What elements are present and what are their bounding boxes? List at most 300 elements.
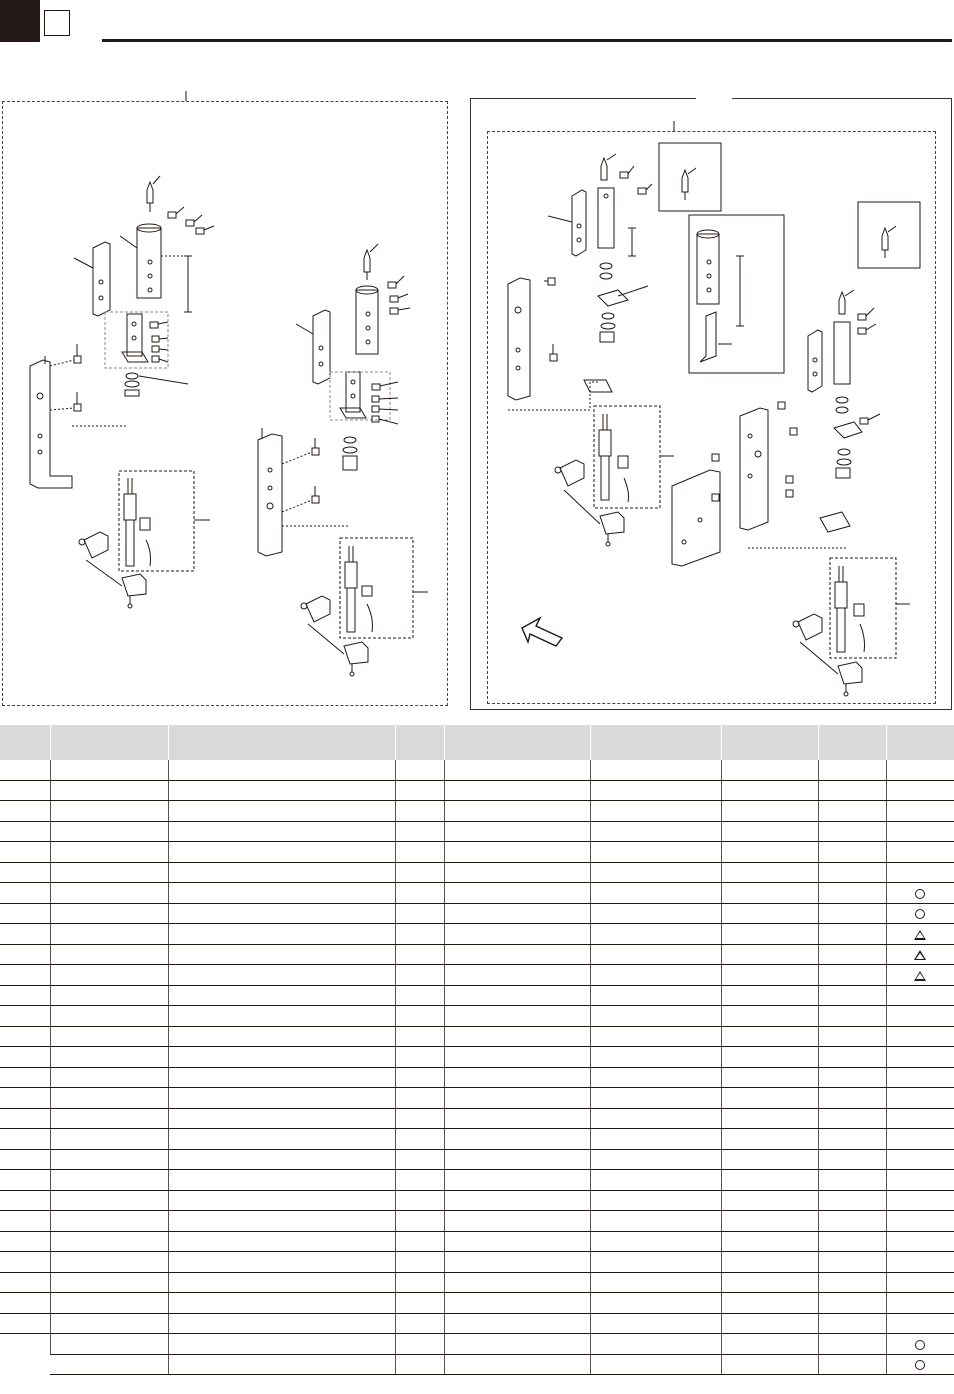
table-cell bbox=[168, 1190, 395, 1211]
triangle-mark-icon bbox=[914, 950, 926, 960]
table-cell bbox=[721, 883, 818, 904]
table-cell bbox=[886, 842, 954, 863]
table-cell bbox=[168, 1149, 395, 1170]
table-cell bbox=[886, 1170, 954, 1191]
table-cell bbox=[168, 1129, 395, 1150]
table-cell bbox=[50, 780, 168, 801]
table-cell bbox=[590, 944, 721, 965]
table-cell bbox=[395, 1006, 444, 1027]
table-cell bbox=[395, 1293, 444, 1314]
table-cell bbox=[50, 1088, 168, 1109]
table-cell bbox=[444, 1026, 590, 1047]
table-cell bbox=[590, 801, 721, 822]
table-cell bbox=[818, 903, 886, 924]
table-cell bbox=[168, 965, 395, 986]
table-cell bbox=[444, 1149, 590, 1170]
table-row bbox=[0, 1211, 954, 1232]
table-cell bbox=[168, 1252, 395, 1273]
table-cell bbox=[444, 924, 590, 945]
table-cell bbox=[444, 985, 590, 1006]
table-cell bbox=[50, 1108, 168, 1129]
table-cell bbox=[886, 1088, 954, 1109]
table-cell bbox=[168, 1272, 395, 1293]
table-row bbox=[0, 1354, 954, 1375]
table-row bbox=[0, 883, 954, 904]
table-cell bbox=[721, 1129, 818, 1150]
table-cell bbox=[0, 801, 50, 822]
table-row bbox=[0, 821, 954, 842]
table-cell bbox=[818, 1047, 886, 1068]
table-cell bbox=[50, 965, 168, 986]
table-cell bbox=[444, 1129, 590, 1150]
table-cell bbox=[0, 1293, 50, 1314]
table-cell bbox=[818, 1354, 886, 1375]
table-cell bbox=[0, 1149, 50, 1170]
table-cell bbox=[721, 862, 818, 883]
col-header-4 bbox=[395, 725, 444, 760]
table-cell bbox=[818, 883, 886, 904]
table-cell bbox=[395, 883, 444, 904]
table-cell bbox=[886, 965, 954, 986]
table-cell bbox=[444, 903, 590, 924]
table-cell bbox=[168, 1108, 395, 1129]
table-row bbox=[0, 903, 954, 924]
col-header-1 bbox=[0, 725, 50, 760]
table-cell bbox=[590, 1272, 721, 1293]
table-cell bbox=[395, 1313, 444, 1334]
table-cell bbox=[886, 1190, 954, 1211]
table-row bbox=[0, 1047, 954, 1068]
table-row bbox=[0, 1190, 954, 1211]
table-cell bbox=[0, 760, 50, 780]
table-cell bbox=[818, 801, 886, 822]
table-cell bbox=[818, 1293, 886, 1314]
col-header-9 bbox=[886, 725, 954, 760]
table-cell bbox=[721, 821, 818, 842]
table-row bbox=[0, 1149, 954, 1170]
table-cell bbox=[0, 1170, 50, 1191]
table-cell bbox=[886, 1047, 954, 1068]
table-row bbox=[0, 1170, 954, 1191]
table-cell bbox=[590, 1108, 721, 1129]
table-cell bbox=[818, 821, 886, 842]
table-cell bbox=[721, 903, 818, 924]
table-cell bbox=[886, 883, 954, 904]
table-cell bbox=[50, 1129, 168, 1150]
table-cell bbox=[818, 924, 886, 945]
table-cell bbox=[444, 1334, 590, 1355]
table-cell bbox=[818, 842, 886, 863]
table-cell bbox=[444, 1067, 590, 1088]
table-cell bbox=[395, 1149, 444, 1170]
table-cell bbox=[0, 1211, 50, 1232]
table-cell bbox=[395, 944, 444, 965]
table-cell bbox=[721, 1211, 818, 1232]
table-cell bbox=[395, 1252, 444, 1273]
table-cell bbox=[0, 1067, 50, 1088]
table-cell bbox=[590, 1313, 721, 1334]
table-cell bbox=[50, 1170, 168, 1191]
table-cell bbox=[886, 1313, 954, 1334]
table-cell bbox=[50, 1026, 168, 1047]
table-cell bbox=[395, 1190, 444, 1211]
table-cell bbox=[0, 1272, 50, 1293]
table-cell bbox=[444, 1293, 590, 1314]
table-cell bbox=[818, 1211, 886, 1232]
table-cell bbox=[886, 1252, 954, 1273]
left-cylinder-bracket-b bbox=[258, 244, 428, 676]
table-cell bbox=[50, 1334, 168, 1355]
table-cell bbox=[721, 1313, 818, 1334]
table-cell bbox=[886, 944, 954, 965]
table-cell bbox=[590, 1211, 721, 1232]
table-cell bbox=[0, 1129, 50, 1150]
table-cell bbox=[590, 1026, 721, 1047]
table-cell bbox=[0, 944, 50, 965]
table-cell bbox=[50, 1252, 168, 1273]
table-cell bbox=[818, 1067, 886, 1088]
table-cell bbox=[50, 842, 168, 863]
table-cell bbox=[721, 1149, 818, 1170]
table-cell bbox=[590, 1006, 721, 1027]
table-cell bbox=[721, 1170, 818, 1191]
table-cell bbox=[444, 1170, 590, 1191]
table-cell bbox=[590, 1354, 721, 1375]
table-cell bbox=[168, 821, 395, 842]
table-cell bbox=[50, 862, 168, 883]
table-cell bbox=[0, 1313, 50, 1334]
table-cell bbox=[721, 1334, 818, 1355]
table-row bbox=[0, 1231, 954, 1252]
circle-mark-icon bbox=[915, 1340, 925, 1350]
table-row bbox=[0, 1272, 954, 1293]
table-cell bbox=[818, 1088, 886, 1109]
table-cell bbox=[590, 1149, 721, 1170]
table-cell bbox=[721, 1067, 818, 1088]
table-cell bbox=[886, 1129, 954, 1150]
table-row bbox=[0, 1088, 954, 1109]
table-cell bbox=[721, 801, 818, 822]
table-cell bbox=[444, 883, 590, 904]
table-cell bbox=[818, 1272, 886, 1293]
table-cell bbox=[818, 1334, 886, 1355]
table-cell bbox=[886, 1354, 954, 1375]
table-cell bbox=[590, 1231, 721, 1252]
table-cell bbox=[886, 760, 954, 780]
table-cell bbox=[444, 760, 590, 780]
col-header-3 bbox=[168, 725, 395, 760]
table-cell bbox=[886, 821, 954, 842]
table-cell bbox=[50, 985, 168, 1006]
table-cell bbox=[0, 1006, 50, 1027]
table-cell bbox=[444, 944, 590, 965]
table-cell bbox=[395, 1334, 444, 1355]
table-cell bbox=[590, 1047, 721, 1068]
table-cell bbox=[395, 1108, 444, 1129]
table-cell bbox=[444, 1313, 590, 1334]
table-cell bbox=[395, 1047, 444, 1068]
table-cell bbox=[168, 1170, 395, 1191]
table-cell bbox=[818, 1129, 886, 1150]
table-row bbox=[0, 924, 954, 945]
table-cell bbox=[818, 862, 886, 883]
table-row bbox=[0, 1026, 954, 1047]
table-cell bbox=[50, 801, 168, 822]
table-cell bbox=[444, 1231, 590, 1252]
table-cell bbox=[721, 1231, 818, 1252]
table-cell bbox=[50, 903, 168, 924]
table-cell bbox=[886, 780, 954, 801]
table-cell bbox=[590, 1170, 721, 1191]
table-cell bbox=[395, 1129, 444, 1150]
table-cell bbox=[721, 1006, 818, 1027]
table-row bbox=[0, 842, 954, 863]
table-row bbox=[0, 985, 954, 1006]
circle-mark-icon bbox=[915, 889, 925, 899]
table-cell bbox=[444, 1088, 590, 1109]
table-cell bbox=[590, 903, 721, 924]
table-cell bbox=[444, 801, 590, 822]
table-row bbox=[0, 1252, 954, 1273]
table-cell bbox=[886, 1149, 954, 1170]
col-header-7 bbox=[721, 725, 818, 760]
table-cell bbox=[395, 1231, 444, 1252]
table-cell bbox=[721, 780, 818, 801]
table-cell bbox=[886, 1272, 954, 1293]
table-row bbox=[0, 965, 954, 986]
table-cell bbox=[886, 1026, 954, 1047]
table-cell bbox=[168, 801, 395, 822]
table-cell bbox=[444, 1272, 590, 1293]
table-cell bbox=[168, 1313, 395, 1334]
table-cell bbox=[818, 760, 886, 780]
table-cell bbox=[168, 1334, 395, 1355]
table-cell bbox=[395, 801, 444, 822]
table-cell bbox=[395, 780, 444, 801]
table-cell bbox=[168, 1026, 395, 1047]
table-cell bbox=[590, 1129, 721, 1150]
table-cell bbox=[0, 821, 50, 842]
table-cell bbox=[168, 883, 395, 904]
table-cell bbox=[444, 821, 590, 842]
table-cell bbox=[50, 1231, 168, 1252]
table-cell bbox=[0, 842, 50, 863]
table-cell bbox=[395, 1026, 444, 1047]
table-cell bbox=[818, 1231, 886, 1252]
table-cell bbox=[590, 1293, 721, 1314]
table-cell bbox=[886, 985, 954, 1006]
table-cell bbox=[590, 1190, 721, 1211]
table-cell bbox=[818, 1313, 886, 1334]
table-cell bbox=[444, 780, 590, 801]
table-cell bbox=[168, 842, 395, 863]
table-cell bbox=[168, 985, 395, 1006]
table-cell bbox=[395, 1211, 444, 1232]
triangle-mark-icon bbox=[914, 930, 926, 940]
table-cell bbox=[50, 1293, 168, 1314]
table-cell bbox=[395, 1088, 444, 1109]
table-cell bbox=[395, 1272, 444, 1293]
parts-list-table bbox=[0, 725, 954, 1375]
table-row bbox=[0, 862, 954, 883]
table-cell bbox=[721, 1272, 818, 1293]
table-cell bbox=[590, 1067, 721, 1088]
table-cell bbox=[0, 924, 50, 945]
table-cell bbox=[721, 1293, 818, 1314]
table-cell bbox=[50, 1047, 168, 1068]
table-row bbox=[0, 944, 954, 965]
table-cell bbox=[168, 1006, 395, 1027]
table-cell bbox=[0, 1108, 50, 1129]
table-cell bbox=[721, 1354, 818, 1375]
table-cell bbox=[818, 944, 886, 965]
table-cell bbox=[818, 1170, 886, 1191]
table-cell bbox=[0, 1190, 50, 1211]
table-cell bbox=[0, 1088, 50, 1109]
table-cell bbox=[590, 1334, 721, 1355]
table-row bbox=[0, 1313, 954, 1334]
circle-mark-icon bbox=[915, 909, 925, 919]
table-cell bbox=[168, 1088, 395, 1109]
table-cell bbox=[444, 842, 590, 863]
table-cell bbox=[0, 903, 50, 924]
table-cell bbox=[721, 965, 818, 986]
table-cell bbox=[444, 965, 590, 986]
table-cell bbox=[886, 1211, 954, 1232]
table-cell bbox=[395, 985, 444, 1006]
table-cell bbox=[50, 1067, 168, 1088]
table-cell bbox=[721, 1088, 818, 1109]
table-cell bbox=[818, 1149, 886, 1170]
table-cell bbox=[590, 760, 721, 780]
table-cell bbox=[721, 842, 818, 863]
table-cell bbox=[886, 1067, 954, 1088]
table-cell bbox=[0, 965, 50, 986]
table-cell bbox=[444, 1047, 590, 1068]
table-cell bbox=[395, 1354, 444, 1375]
table-cell bbox=[50, 821, 168, 842]
table-cell bbox=[818, 1190, 886, 1211]
table-cell bbox=[0, 985, 50, 1006]
table-cell bbox=[0, 1334, 50, 1375]
table-cell bbox=[721, 924, 818, 945]
table-cell bbox=[168, 780, 395, 801]
table-row bbox=[0, 1293, 954, 1314]
table-cell bbox=[818, 780, 886, 801]
table-row bbox=[0, 1108, 954, 1129]
table-row bbox=[0, 780, 954, 801]
table-row bbox=[0, 801, 954, 822]
table-cell bbox=[50, 1149, 168, 1170]
table-cell bbox=[50, 1006, 168, 1027]
table-cell bbox=[0, 780, 50, 801]
table-cell bbox=[168, 1211, 395, 1232]
right-cylinder-bracket bbox=[508, 143, 920, 696]
table-cell bbox=[444, 1211, 590, 1232]
table-cell bbox=[50, 883, 168, 904]
table-cell bbox=[721, 1026, 818, 1047]
table-cell bbox=[818, 1252, 886, 1273]
table-cell bbox=[886, 862, 954, 883]
table-cell bbox=[0, 883, 50, 904]
table-cell bbox=[590, 862, 721, 883]
table-cell bbox=[50, 1313, 168, 1334]
table-cell bbox=[168, 903, 395, 924]
table-cell bbox=[818, 985, 886, 1006]
table-cell bbox=[444, 1354, 590, 1375]
table-cell bbox=[0, 1231, 50, 1252]
table-cell bbox=[395, 760, 444, 780]
table-cell bbox=[168, 1067, 395, 1088]
table-cell bbox=[168, 862, 395, 883]
col-header-8 bbox=[818, 725, 886, 760]
table-cell bbox=[395, 903, 444, 924]
table-cell bbox=[721, 1108, 818, 1129]
table-cell bbox=[886, 1293, 954, 1314]
table-cell bbox=[50, 1354, 168, 1375]
table-cell bbox=[721, 944, 818, 965]
table-cell bbox=[590, 924, 721, 945]
col-header-5 bbox=[444, 725, 590, 760]
table-cell bbox=[168, 924, 395, 945]
table-row bbox=[0, 760, 954, 780]
table-cell bbox=[50, 944, 168, 965]
table-cell bbox=[395, 1170, 444, 1191]
table-cell bbox=[886, 801, 954, 822]
table-cell bbox=[590, 1252, 721, 1273]
table-cell bbox=[721, 1190, 818, 1211]
table-cell bbox=[444, 1006, 590, 1027]
table-cell bbox=[50, 1190, 168, 1211]
table-cell bbox=[395, 924, 444, 945]
table-cell bbox=[50, 1272, 168, 1293]
table-cell bbox=[168, 1354, 395, 1375]
table-row bbox=[0, 1334, 954, 1355]
table-cell bbox=[886, 1108, 954, 1129]
col-header-2 bbox=[50, 725, 168, 760]
table-cell bbox=[590, 842, 721, 863]
table-cell bbox=[721, 1252, 818, 1273]
table-cell bbox=[886, 903, 954, 924]
table-cell bbox=[818, 1108, 886, 1129]
table-cell bbox=[444, 1252, 590, 1273]
table-cell bbox=[886, 1334, 954, 1355]
table-cell bbox=[168, 760, 395, 780]
table-cell bbox=[395, 862, 444, 883]
table-cell bbox=[444, 1190, 590, 1211]
table-row bbox=[0, 1067, 954, 1088]
table-cell bbox=[590, 780, 721, 801]
left-cylinder-bracket-a bbox=[30, 176, 214, 608]
table-cell bbox=[886, 924, 954, 945]
table-cell bbox=[886, 1231, 954, 1252]
table-cell bbox=[721, 985, 818, 1006]
triangle-mark-icon bbox=[914, 971, 926, 981]
table-cell bbox=[0, 1026, 50, 1047]
table-cell bbox=[721, 1047, 818, 1068]
table-cell bbox=[590, 883, 721, 904]
table-cell bbox=[590, 821, 721, 842]
circle-mark-icon bbox=[915, 1360, 925, 1370]
table-cell bbox=[395, 965, 444, 986]
table-cell bbox=[0, 862, 50, 883]
table-cell bbox=[395, 1067, 444, 1088]
table-cell bbox=[168, 1231, 395, 1252]
table-cell bbox=[50, 760, 168, 780]
table-cell bbox=[0, 1047, 50, 1068]
table-cell bbox=[818, 1026, 886, 1047]
table-cell bbox=[395, 821, 444, 842]
